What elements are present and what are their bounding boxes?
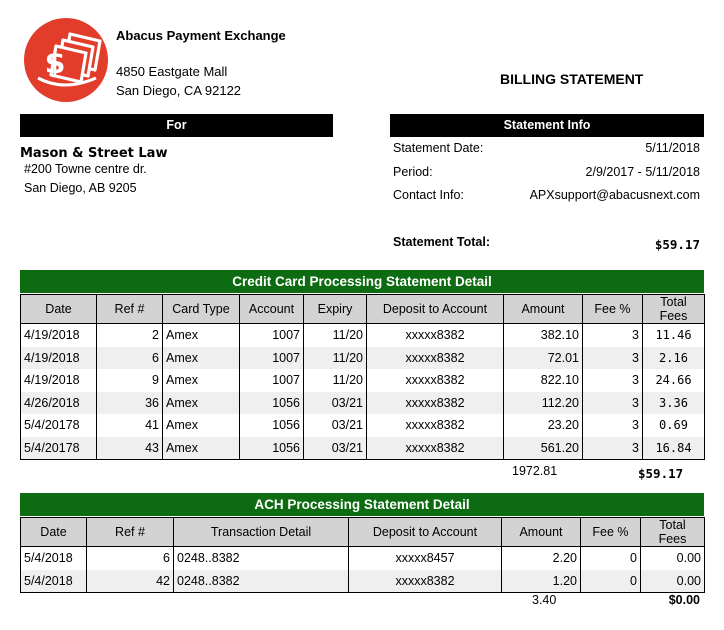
column-header: Date [21,518,87,547]
company-address-line2: San Diego, CA 92122 [116,83,242,98]
ref-cell: 6 [97,347,163,370]
expiry-cell: 11/20 [304,324,367,347]
account-cell: 1007 [240,324,304,347]
fee-percent-cell: 0 [581,570,641,593]
deposit-account-cell: xxxxx8382 [349,570,502,593]
ref-cell: 36 [97,392,163,415]
table-row [21,369,705,392]
date-cell: 4/19/2018 [21,347,97,370]
ref-cell: 2 [97,324,163,347]
table-row [21,392,705,415]
column-header: Expiry [304,295,367,324]
amount-cell: 382.10 [504,324,583,347]
ref-cell: 6 [87,547,174,570]
column-header: Transaction Detail [174,518,349,547]
document-title: BILLING STATEMENT [500,71,644,87]
ref-cell: 43 [97,437,163,460]
amount-cell: 112.20 [504,392,583,415]
account-cell: 1056 [240,392,304,415]
fee-percent-cell: 0 [581,547,641,570]
card-type-cell: Amex [163,347,240,370]
ach-table [20,517,705,593]
table-row [21,570,705,593]
contact-info-value: APXsupport@abacusnext.com [529,188,700,202]
amount-cell: 1.20 [502,570,581,593]
account-cell: 1007 [240,369,304,392]
ach-header-row [21,518,705,547]
total-fees-cell: 0.69 [643,414,705,437]
date-cell: 4/19/2018 [21,369,97,392]
deposit-account-cell: xxxxx8382 [367,437,504,460]
column-header: Card Type [163,295,240,324]
card-type-cell: Amex [163,324,240,347]
deposit-account-cell: xxxxx8382 [367,347,504,370]
for-section-header: For [20,114,333,137]
amount-cell: 822.10 [504,369,583,392]
column-header: Date [21,295,97,324]
column-header: Total Fees [643,295,705,324]
expiry-cell: 03/21 [304,414,367,437]
date-cell: 5/4/20178 [21,437,97,460]
ref-cell: 9 [97,369,163,392]
column-header: Fee % [581,518,641,547]
card-type-cell: Amex [163,369,240,392]
total-fees-cell: 0.00 [641,547,705,570]
credit-card-table [20,294,705,460]
client-address-line2: San Diego, AB 9205 [24,181,137,195]
ach-section-title: ACH Processing Statement Detail [20,493,704,516]
column-header: Deposit to Account [349,518,502,547]
date-cell: 4/19/2018 [21,324,97,347]
expiry-cell: 11/20 [304,347,367,370]
statement-date-value: 5/11/2018 [645,141,700,155]
credit-card-header-row [21,295,705,324]
total-fees-cell: 3.36 [643,392,705,415]
transaction-detail-cell: 0248..8382 [174,547,349,570]
account-cell: 1056 [240,414,304,437]
ref-cell: 42 [87,570,174,593]
date-cell: 5/4/20178 [21,414,97,437]
dollar-sign-icon: $ [44,46,66,81]
company-logo [24,18,108,102]
company-address-line1: 4850 Eastgate Mall [116,64,228,79]
deposit-account-cell: xxxxx8382 [367,369,504,392]
period-value: 2/9/2017 - 5/11/2018 [585,165,700,179]
total-fees-cell: 2.16 [643,347,705,370]
card-type-cell: Amex [163,414,240,437]
fee-percent-cell: 3 [583,437,643,460]
amount-cell: 561.20 [504,437,583,460]
ach-amount-total: 3.40 [532,593,557,607]
credit-card-section-title: Credit Card Processing Statement Detail [20,270,704,293]
deposit-account-cell: xxxxx8382 [367,414,504,437]
column-header: Deposit to Account [367,295,504,324]
table-row [21,547,705,570]
client-name: Mason & Street Law [20,146,168,161]
total-fees-cell: 16.84 [643,437,705,460]
fee-percent-cell: 3 [583,369,643,392]
amount-cell: 2.20 [502,547,581,570]
column-header: Amount [504,295,583,324]
deposit-account-cell: xxxxx8382 [367,392,504,415]
deposit-account-cell: xxxxx8457 [349,547,502,570]
date-cell: 4/26/2018 [21,392,97,415]
total-fees-cell: 24.66 [643,369,705,392]
statement-info-header: Statement Info [390,114,704,137]
fee-percent-cell: 3 [583,324,643,347]
credit-card-amount-total: 1972.81 [512,464,558,478]
amount-cell: 72.01 [504,347,583,370]
credit-card-fees-total: $59.17 [638,466,684,481]
table-row [21,414,705,437]
expiry-cell: 11/20 [304,369,367,392]
date-cell: 5/4/2018 [21,570,87,593]
amount-cell: 23.20 [504,414,583,437]
column-header: Fee % [583,295,643,324]
statement-date-label: Statement Date: [393,141,484,155]
expiry-cell: 03/21 [304,437,367,460]
card-type-cell: Amex [163,392,240,415]
total-fees-cell: 11.46 [643,324,705,347]
card-type-cell: Amex [163,437,240,460]
table-row [21,437,705,460]
client-address-line1: #200 Towne centre dr. [24,162,147,176]
company-name: Abacus Payment Exchange [116,28,286,43]
fee-percent-cell: 3 [583,414,643,437]
column-header: Ref # [87,518,174,547]
ach-fees-total: $0.00 [668,593,700,607]
expiry-cell: 03/21 [304,392,367,415]
statement-total-label: Statement Total: [393,235,490,249]
fee-percent-cell: 3 [583,347,643,370]
fee-percent-cell: 3 [583,392,643,415]
table-row [21,347,705,370]
column-header: Total Fees [641,518,705,547]
table-row [21,324,705,347]
total-fees-cell: 0.00 [641,570,705,593]
account-cell: 1007 [240,347,304,370]
deposit-account-cell: xxxxx8382 [367,324,504,347]
column-header: Ref # [97,295,163,324]
column-header: Amount [502,518,581,547]
account-cell: 1056 [240,437,304,460]
period-label: Period: [393,165,433,179]
ref-cell: 41 [97,414,163,437]
statement-total-value: $59.17 [654,237,700,252]
date-cell: 5/4/2018 [21,547,87,570]
column-header: Account [240,295,304,324]
transaction-detail-cell: 0248..8382 [174,570,349,593]
contact-info-label: Contact Info: [393,188,464,202]
